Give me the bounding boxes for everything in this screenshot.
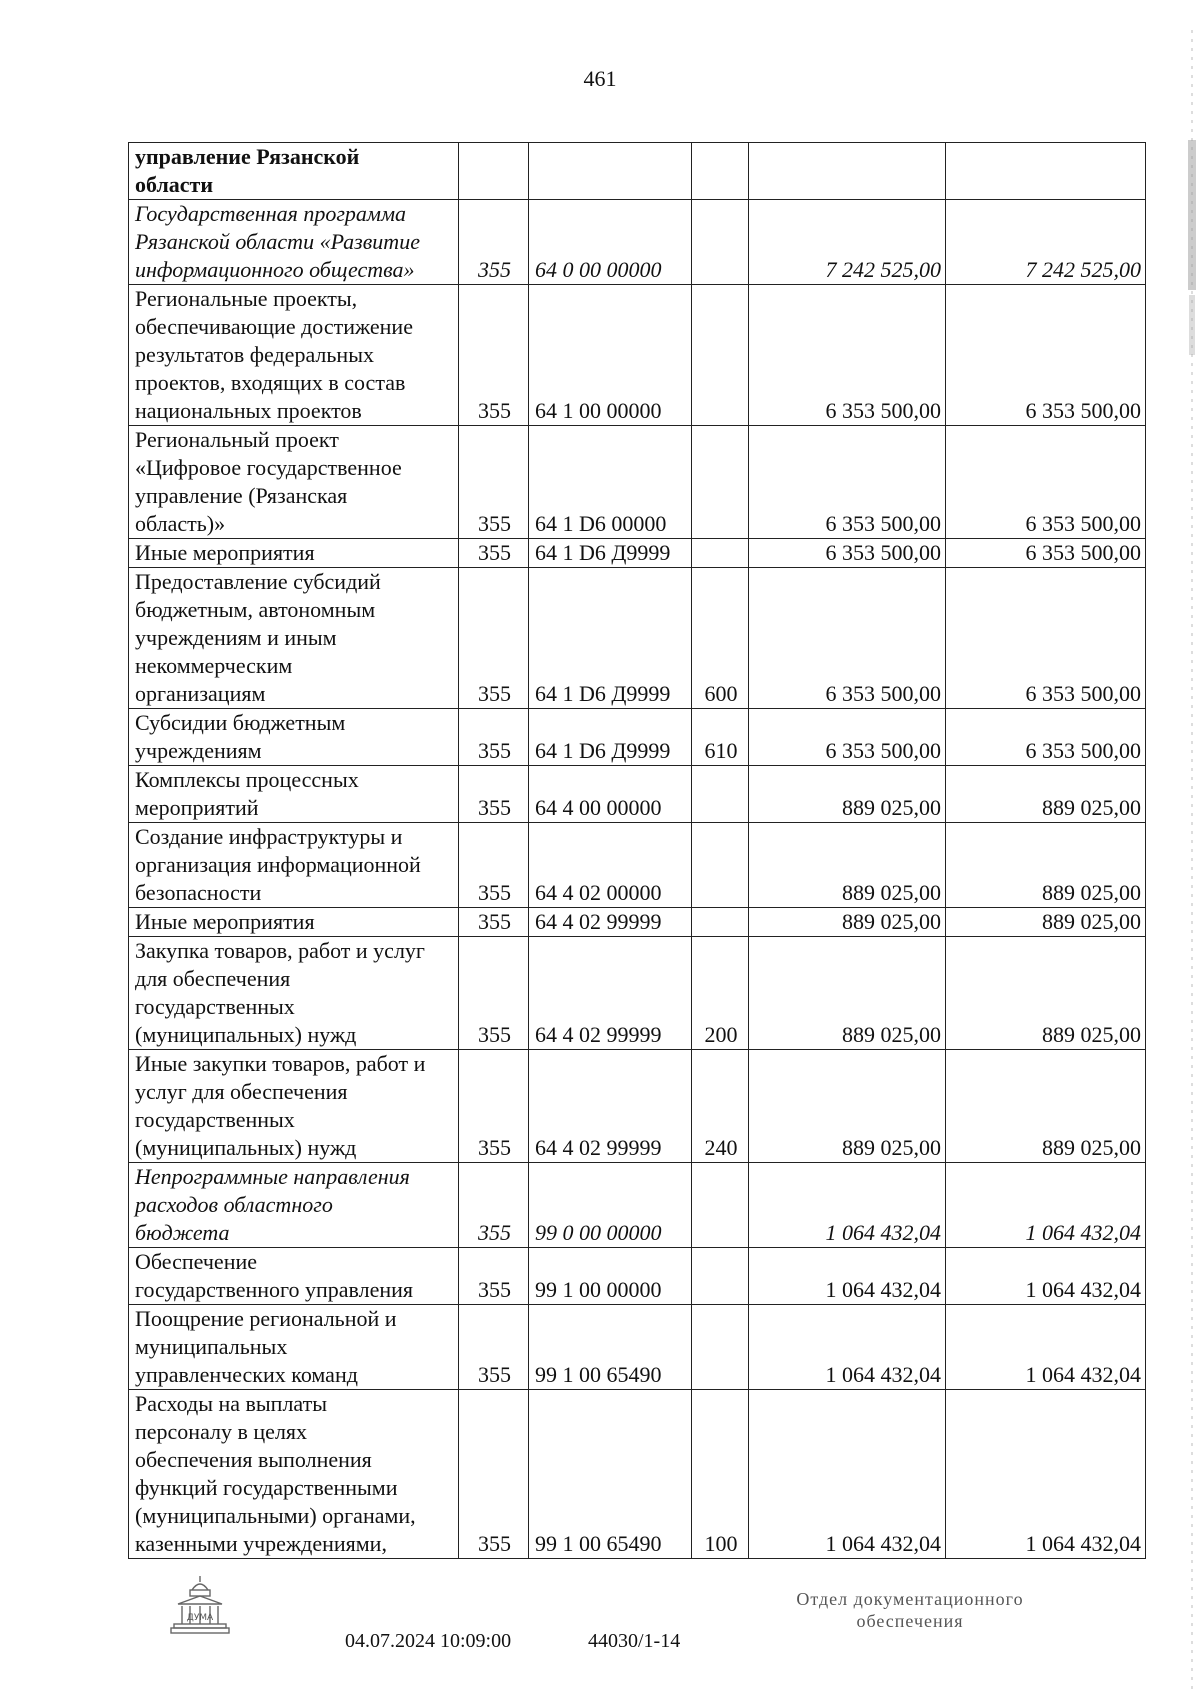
item-name-line: расходов областного	[135, 1192, 333, 1217]
item-name-line: области	[135, 172, 214, 197]
cell-item-name	[129, 823, 459, 908]
item-name-line: область)»	[135, 511, 226, 536]
cell-item-name	[129, 568, 459, 709]
item-name-line: персоналу в целях	[135, 1419, 308, 1444]
cell-expense-type	[692, 426, 749, 539]
cell-admin-code: 355	[459, 568, 529, 709]
cell-sum-year-2: 6 353 500,00	[946, 426, 1146, 539]
cell-sum-year-2: 6 353 500,00	[946, 539, 1146, 568]
cell-sum-year-1	[749, 143, 946, 200]
item-name-line: Иные мероприятия	[135, 909, 315, 934]
item-name-line: Субсидии бюджетным	[135, 710, 346, 735]
item-name-line: организация информационной	[135, 852, 421, 877]
cell-expense-type	[692, 1305, 749, 1390]
duma-building-emblem-icon	[170, 1574, 230, 1636]
item-name-line: «Цифровое государственное	[135, 455, 402, 480]
cell-target-article: 64 1 D6 Д9999	[529, 568, 692, 709]
cell-sum-year-1: 7 242 525,00	[749, 200, 946, 285]
cell-admin-code: 355	[459, 709, 529, 766]
stamp-line-2: обеспечения	[856, 1611, 964, 1631]
cell-target-article: 64 1 D6 Д9999	[529, 709, 692, 766]
table-row	[129, 426, 1146, 539]
item-name-line: государственного управления	[135, 1277, 414, 1302]
item-name-line: управление Рязанской	[135, 144, 360, 169]
cell-sum-year-1: 6 353 500,00	[749, 709, 946, 766]
cell-sum-year-2: 6 353 500,00	[946, 568, 1146, 709]
item-name-line: учреждениям и иным	[135, 625, 337, 650]
cell-sum-year-2: 889 025,00	[946, 1050, 1146, 1163]
cell-sum-year-2: 889 025,00	[946, 766, 1146, 823]
item-name-line: управление (Рязанская	[135, 483, 348, 508]
cell-admin-code: 355	[459, 1305, 529, 1390]
cell-item-name	[129, 1390, 459, 1559]
item-name-line: управленческих команд	[135, 1362, 358, 1387]
cell-admin-code: 355	[459, 823, 529, 908]
cell-sum-year-1: 6 353 500,00	[749, 539, 946, 568]
table-row	[129, 823, 1146, 908]
cell-sum-year-2: 7 242 525,00	[946, 200, 1146, 285]
cell-expense-type: 200	[692, 937, 749, 1050]
cell-admin-code: 355	[459, 426, 529, 539]
cell-item-name	[129, 937, 459, 1050]
cell-sum-year-2	[946, 143, 1146, 200]
cell-target-article: 99 0 00 00000	[529, 1163, 692, 1248]
cell-item-name	[129, 1305, 459, 1390]
department-stamp	[760, 1588, 1060, 1632]
cell-item-name	[129, 1050, 459, 1163]
item-name-line: Поощрение региональной и	[135, 1306, 397, 1331]
cell-item-name	[129, 143, 459, 200]
item-name-line: казенными учреждениями,	[135, 1531, 387, 1556]
cell-admin-code: 355	[459, 937, 529, 1050]
cell-item-name	[129, 766, 459, 823]
item-name-line: бюджета	[135, 1220, 230, 1245]
cell-expense-type	[692, 1163, 749, 1248]
cell-admin-code: 355	[459, 1050, 529, 1163]
cell-sum-year-1: 1 064 432,04	[749, 1163, 946, 1248]
cell-sum-year-1: 6 353 500,00	[749, 568, 946, 709]
cell-sum-year-2: 6 353 500,00	[946, 285, 1146, 426]
cell-sum-year-1: 1 064 432,04	[749, 1305, 946, 1390]
item-name-line: Иные закупки товаров, работ и	[135, 1051, 426, 1076]
cell-target-article	[529, 143, 692, 200]
item-name-line: обеспечения выполнения	[135, 1447, 372, 1472]
item-name-line: государственных	[135, 1107, 295, 1132]
table-row	[129, 937, 1146, 1050]
cell-expense-type	[692, 539, 749, 568]
cell-sum-year-1: 6 353 500,00	[749, 426, 946, 539]
item-name-line: бюджетным, автономным	[135, 597, 376, 622]
item-name-line: Государственная программа	[135, 201, 407, 226]
cell-target-article: 64 4 02 00000	[529, 823, 692, 908]
cell-sum-year-1: 889 025,00	[749, 1050, 946, 1163]
table-row	[129, 1390, 1146, 1559]
cell-target-article: 64 4 00 00000	[529, 766, 692, 823]
item-name-line: организациям	[135, 681, 266, 706]
cell-target-article: 64 1 D6 Д9999	[529, 539, 692, 568]
item-name-line: муниципальных	[135, 1334, 288, 1359]
footer-datetime: 04.07.2024 10:09:00	[345, 1630, 512, 1652]
item-name-line: учреждениям	[135, 738, 262, 763]
cell-sum-year-1: 1 064 432,04	[749, 1390, 946, 1559]
cell-expense-type: 100	[692, 1390, 749, 1559]
table-row	[129, 539, 1146, 568]
cell-admin-code	[459, 143, 529, 200]
budget-table-body	[129, 143, 1146, 1559]
item-name-line: Расходы на выплаты	[135, 1391, 328, 1416]
cell-sum-year-2: 1 064 432,04	[946, 1248, 1146, 1305]
item-name-line: функций государственными	[135, 1475, 398, 1500]
item-name-line: для обеспечения	[135, 966, 291, 991]
cell-expense-type: 600	[692, 568, 749, 709]
item-name-line: информационного общества»	[135, 257, 415, 282]
table-row	[129, 568, 1146, 709]
cell-target-article: 64 4 02 99999	[529, 937, 692, 1050]
item-name-line: мероприятий	[135, 795, 259, 820]
item-name-line: некоммерческим	[135, 653, 293, 678]
item-name-line: Региональные проекты,	[135, 286, 358, 311]
cell-sum-year-1: 889 025,00	[749, 766, 946, 823]
footer-doc-code: 44030/1-14	[588, 1630, 681, 1652]
table-row	[129, 766, 1146, 823]
cell-item-name	[129, 200, 459, 285]
cell-admin-code: 355	[459, 200, 529, 285]
item-name-line: проектов, входящих в состав	[135, 370, 406, 395]
scan-edge-strip	[1188, 30, 1196, 1690]
cell-expense-type	[692, 908, 749, 937]
item-name-line: национальных проектов	[135, 398, 362, 423]
cell-expense-type	[692, 285, 749, 426]
cell-sum-year-1: 889 025,00	[749, 823, 946, 908]
table-row	[129, 143, 1146, 200]
item-name-line: обеспечивающие достижение	[135, 314, 413, 339]
cell-target-article: 99 1 00 65490	[529, 1305, 692, 1390]
cell-expense-type	[692, 1248, 749, 1305]
cell-sum-year-2: 1 064 432,04	[946, 1305, 1146, 1390]
cell-sum-year-2: 6 353 500,00	[946, 709, 1146, 766]
cell-target-article: 64 1 D6 00000	[529, 426, 692, 539]
cell-expense-type	[692, 766, 749, 823]
cell-item-name	[129, 1248, 459, 1305]
stamp-line-1: Отдел документационного	[796, 1589, 1024, 1609]
budget-table	[128, 142, 1146, 1559]
cell-sum-year-1: 1 064 432,04	[749, 1248, 946, 1305]
table-row	[129, 1248, 1146, 1305]
table-row	[129, 1163, 1146, 1248]
item-name-line: Комплексы процессных	[135, 767, 359, 792]
item-name-line: Создание инфраструктуры и	[135, 824, 403, 849]
table-row	[129, 908, 1146, 937]
cell-expense-type: 610	[692, 709, 749, 766]
cell-item-name	[129, 1163, 459, 1248]
table-row	[129, 709, 1146, 766]
item-name-line: Предоставление субсидий	[135, 569, 381, 594]
table-row	[129, 285, 1146, 426]
cell-expense-type	[692, 200, 749, 285]
table-row	[129, 1305, 1146, 1390]
cell-admin-code: 355	[459, 1163, 529, 1248]
item-name-line: результатов федеральных	[135, 342, 374, 367]
page-number: 461	[583, 66, 617, 91]
cell-target-article: 64 1 00 00000	[529, 285, 692, 426]
cell-admin-code: 355	[459, 285, 529, 426]
cell-expense-type	[692, 823, 749, 908]
table-row	[129, 1050, 1146, 1163]
item-name-line: (муниципальных) нужд	[135, 1135, 357, 1160]
cell-target-article: 64 4 02 99999	[529, 1050, 692, 1163]
cell-admin-code: 355	[459, 1248, 529, 1305]
cell-target-article: 99 1 00 00000	[529, 1248, 692, 1305]
cell-item-name	[129, 285, 459, 426]
cell-target-article: 99 1 00 65490	[529, 1390, 692, 1559]
cell-admin-code: 355	[459, 766, 529, 823]
cell-expense-type: 240	[692, 1050, 749, 1163]
cell-sum-year-2: 889 025,00	[946, 823, 1146, 908]
item-name-line: (муниципальными) органами,	[135, 1503, 416, 1528]
cell-admin-code: 355	[459, 908, 529, 937]
cell-target-article: 64 4 02 99999	[529, 908, 692, 937]
item-name-line: Закупка товаров, работ и услуг	[135, 938, 425, 963]
item-name-line: Непрограммные направления	[135, 1164, 410, 1189]
item-name-line: Обеспечение	[135, 1249, 257, 1274]
cell-sum-year-1: 889 025,00	[749, 937, 946, 1050]
cell-sum-year-1: 6 353 500,00	[749, 285, 946, 426]
cell-sum-year-2: 889 025,00	[946, 908, 1146, 937]
item-name-line: (муниципальных) нужд	[135, 1022, 357, 1047]
item-name-line: государственных	[135, 994, 295, 1019]
item-name-line: Рязанской области «Развитие	[135, 229, 420, 254]
cell-item-name	[129, 908, 459, 937]
cell-expense-type	[692, 143, 749, 200]
item-name-line: безопасности	[135, 880, 262, 905]
svg-text:ДУМА: ДУМА	[186, 1613, 214, 1623]
cell-sum-year-2: 1 064 432,04	[946, 1390, 1146, 1559]
cell-admin-code: 355	[459, 539, 529, 568]
item-name-line: Иные мероприятия	[135, 540, 315, 565]
cell-target-article: 64 0 00 00000	[529, 200, 692, 285]
cell-item-name	[129, 426, 459, 539]
cell-sum-year-2: 1 064 432,04	[946, 1163, 1146, 1248]
cell-sum-year-2: 889 025,00	[946, 937, 1146, 1050]
item-name-line: услуг для обеспечения	[135, 1079, 348, 1104]
table-row	[129, 200, 1146, 285]
cell-admin-code: 355	[459, 1390, 529, 1559]
item-name-line: Региональный проект	[135, 427, 339, 452]
cell-item-name	[129, 539, 459, 568]
cell-sum-year-1: 889 025,00	[749, 908, 946, 937]
cell-item-name	[129, 709, 459, 766]
